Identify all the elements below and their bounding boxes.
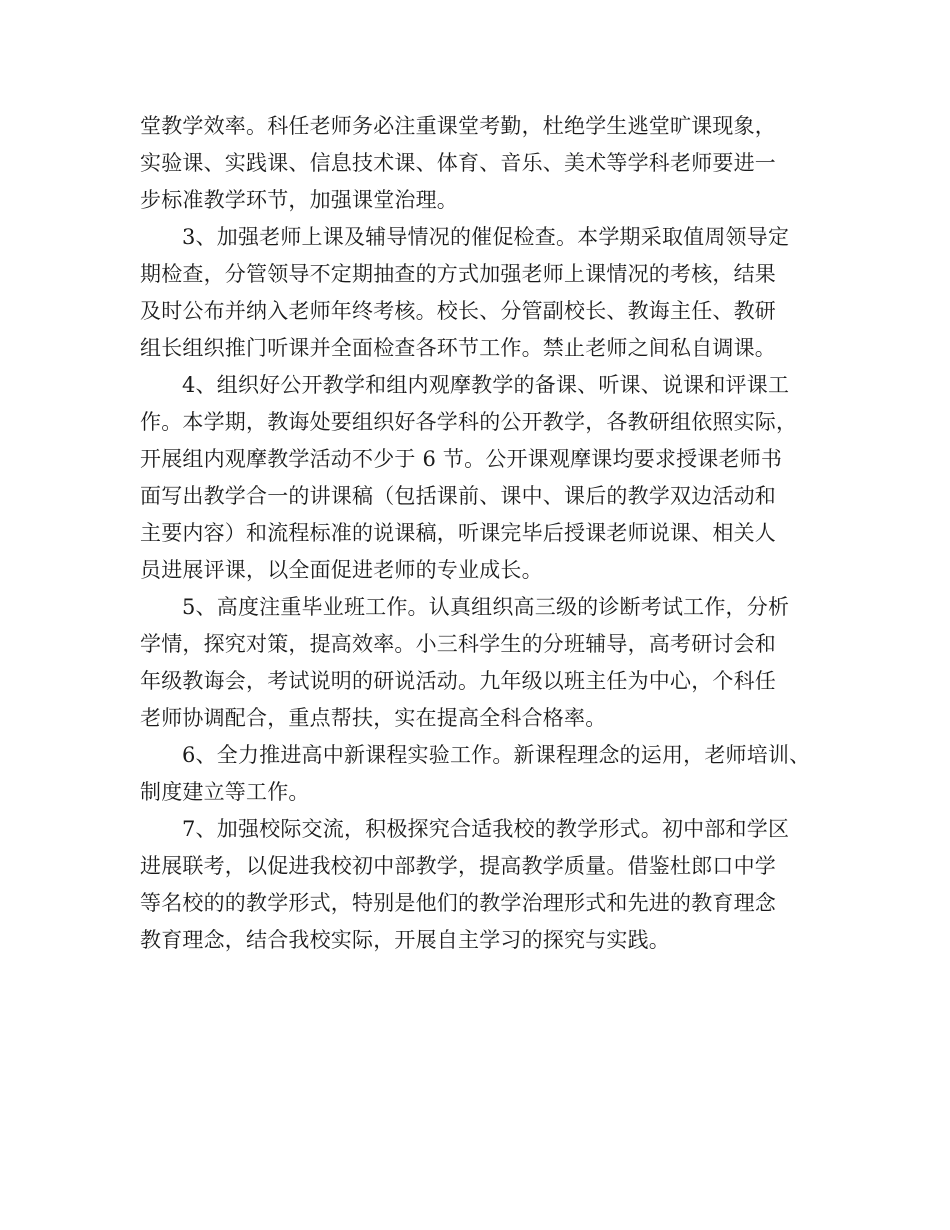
body-text [140, 108, 840, 959]
text-line: 期检查，分管领导不定期抽查的方式加强老师上课情况的考核，结果 [140, 262, 776, 286]
text-line: 步标准教学环节，加强课堂治理。 [140, 188, 458, 212]
paragraph-first-line: 7、加强校际交流，积极探究合适我校的教学形式。初中部和学区 [182, 817, 790, 841]
paragraph-first-line: 3、加强老师上课及辅导情况的催促检查。本学期采取值周领导定 [182, 225, 790, 249]
text-line: 开展组内观摩教学活动不少于 6 节。公开课观摩课均要求授课老师书 [140, 447, 783, 471]
paragraph-first-line: 4、组织好公开教学和组内观摩教学的备课、听课、说课和评课工 [182, 373, 790, 397]
text-line: 进展联考，以促进我校初中部教学，提高教学质量。借鉴杜郎口中学 [140, 854, 776, 878]
text-line: 主要内容）和流程标准的说课稿，听课完毕后授课老师说课、相关人 [140, 521, 776, 545]
paragraph-first-line: 6、全力推进高中新课程实验工作。新课程理念的运用，老师培训、 [182, 743, 811, 767]
text-line: 制度建立等工作。 [140, 780, 310, 804]
text-line: 年级教诲会，考试说明的研说活动。九年级以班主任为中心，个科任 [140, 669, 776, 693]
text-line: 堂教学效率。科任老师务必注重课堂考勤，杜绝学生逃堂旷课现象， [140, 114, 776, 138]
text-line: 等名校的的教学形式，特别是他们的教学治理形式和先进的教育理念 [140, 891, 776, 915]
text-line: 实验课、实践课、信息技术课、体育、音乐、美术等学科老师要进一 [140, 151, 776, 175]
text-line: 学情，探究对策，提高效率。小三科学生的分班辅导，高考研讨会和 [140, 632, 776, 656]
text-line: 组长组织推门听课并全面检查各环节工作。禁止老师之间私自调课。 [140, 336, 776, 360]
text-line: 教育理念，结合我校实际，开展自主学习的探究与实践。 [140, 928, 670, 952]
text-line: 面写出教学合一的讲课稿（包括课前、课中、课后的教学双边活动和 [140, 484, 776, 508]
text-line: 员进展评课，以全面促进老师的专业成长。 [140, 558, 543, 582]
text-line: 老师协调配合，重点帮扶，实在提高全科合格率。 [140, 706, 607, 730]
paragraph-first-line: 5、高度注重毕业班工作。认真组织高三级的诊断考试工作，分析 [182, 595, 790, 619]
text-line: 作。本学期，教诲处要组织好各学科的公开教学，各教研组依照实际， [140, 410, 798, 434]
text-line: 及时公布并纳入老师年终考核。校长、分管副校长、教诲主任、教研 [140, 299, 776, 323]
